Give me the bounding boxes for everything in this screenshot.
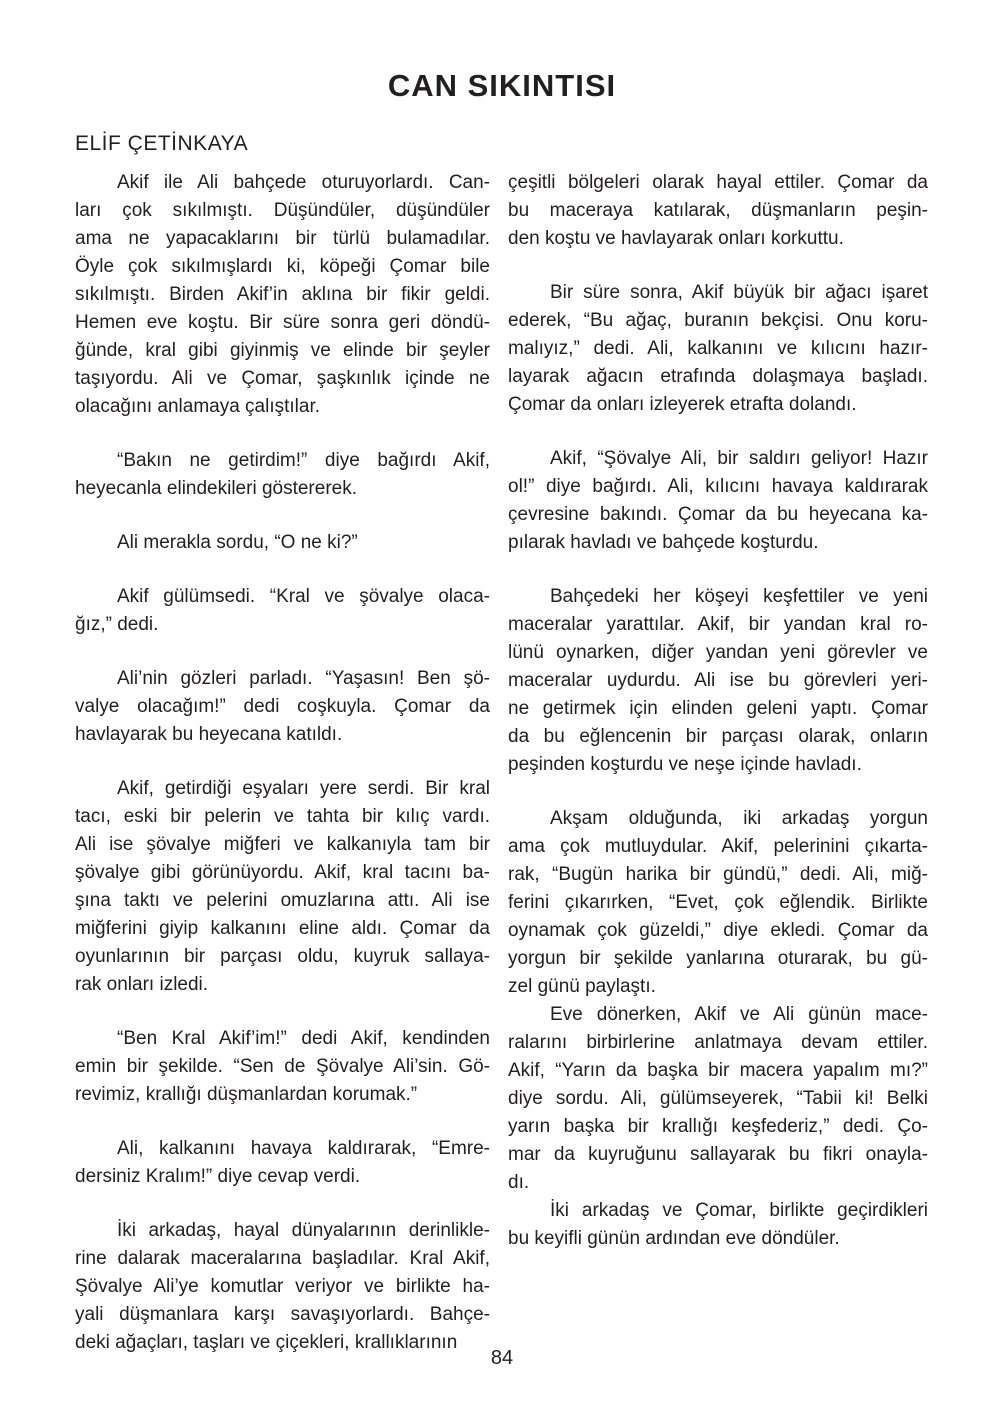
text-line: ferini çıkarırken, “Evet, çok eğlendik. Birlikte bbox=[508, 892, 928, 914]
text-line: çevresine bakındı. Çomar da bu heyecana ka- bbox=[508, 504, 928, 526]
text-line: den koştu ve havlayarak onları korkuttu. bbox=[508, 228, 844, 250]
text-line: maceralar yarattılar. Akif, bir yandan kral ro- bbox=[508, 614, 928, 636]
text-line: ol!” diye bağırdı. Ali, kılıcını havaya kaldırarak bbox=[508, 476, 928, 498]
text-line: revimiz, krallığı düşmanlardan korumak.” bbox=[75, 1084, 418, 1106]
text-line: Ali ise şövalye miğferi ve kalkanıyla tam bir bbox=[75, 834, 490, 856]
text-line: rak, “Bugün harika bir gündü,” dedi. Ali, miğ- bbox=[508, 864, 928, 886]
text-line: Bahçedeki her köşeyi keşfettiler ve yeni bbox=[550, 586, 928, 608]
text-line: Şövalye Ali’ye komutlar veriyor ve birlikte ha- bbox=[75, 1276, 490, 1298]
text-line: lünü oynarken, diğer yandan yeni görevler ve bbox=[508, 642, 928, 664]
text-line: peşinden koşturdu ve neşe içinde havladı. bbox=[508, 754, 862, 776]
paragraph bbox=[75, 529, 490, 557]
paragraph bbox=[508, 169, 928, 253]
text-line: ama ne yapacaklarını bir türlü bulamadılar. bbox=[75, 228, 490, 250]
text-line: İki arkadaş ve Çomar, birlikte geçirdikleri bbox=[550, 1200, 928, 1222]
paragraph bbox=[75, 665, 490, 749]
text-line: pılarak havladı ve bahçede koşturdu. bbox=[508, 532, 819, 554]
text-line: mar da kuyruğunu sallayarak bu fikri onayla- bbox=[508, 1144, 928, 1166]
text-line: oynamak çok güzeldi,” diye ekledi. Çomar da bbox=[508, 920, 928, 942]
text-line: Akif ile Ali bahçede oturuyorlardı. Can- bbox=[117, 172, 490, 194]
text-line: olacağını anlamaya çalıştılar. bbox=[75, 396, 321, 418]
paragraph bbox=[75, 169, 490, 421]
text-line: oyunlarının bir parçası oldu, kuyruk sallaya- bbox=[75, 946, 490, 968]
paragraph bbox=[75, 775, 490, 999]
text-line: bu keyifli günün ardından eve döndüler. bbox=[508, 1228, 840, 1250]
text-line: heyecanla elindekileri göstererek. bbox=[75, 478, 357, 500]
text-line: yarın başka bir krallığı keşfederiz,” dedi. Ço- bbox=[508, 1116, 928, 1138]
text-line: da bu eğlencenin bir parçası olarak, onların bbox=[508, 726, 928, 748]
text-line: diye sordu. Ali, gülümseyerek, “Tabii ki! Belki bbox=[508, 1088, 928, 1110]
paragraph bbox=[75, 583, 490, 639]
text-line: şına taktı ve pelerini omuzlarına attı. Ali ise bbox=[75, 890, 490, 912]
text-line: sıkılmıştı. Birden Akif’in aklına bir fikir geldi. bbox=[75, 284, 490, 306]
text-line: Akif, getirdiği eşyaları yere serdi. Bir kral bbox=[117, 778, 490, 800]
text-line: “Ben Kral Akif’im!” dedi Akif, kendinden bbox=[117, 1028, 490, 1050]
text-line: ğız,” dedi. bbox=[75, 614, 159, 636]
author-name: ELİF ÇETİNKAYA bbox=[75, 132, 249, 155]
text-line: Ali’nin gözleri parladı. “Yaşasın! Ben şö- bbox=[117, 668, 490, 690]
paragraph bbox=[75, 447, 490, 503]
paragraph bbox=[75, 1217, 490, 1357]
text-line: Akif, “Şövalye Ali, bir saldırı geliyor! Hazır bbox=[550, 448, 928, 470]
paragraph bbox=[508, 805, 928, 1001]
text-line: yorgun bir şekilde yanlarına oturarak, bu gü- bbox=[508, 948, 928, 970]
text-line: Öyle çok sıkılmışlardı ki, köpeği Çomar bile bbox=[75, 256, 490, 278]
text-line: ralarını birbirlerine anlatmaya devam ettiler. bbox=[508, 1032, 928, 1054]
text-line: Akif, “Yarın da başka bir macera yapalım mı?” bbox=[508, 1060, 928, 1082]
paragraph bbox=[508, 1001, 928, 1197]
text-line: emin bir şekilde. “Sen de Şövalye Ali’sin. Gö- bbox=[75, 1056, 490, 1078]
right-column bbox=[508, 169, 928, 1357]
paragraph bbox=[508, 279, 928, 419]
text-line: bu maceraya katılarak, düşmanların peşin- bbox=[508, 200, 928, 222]
paragraph bbox=[508, 445, 928, 557]
text-line: yali düşmanlara karşı savaşıyorlardı. Bahçe- bbox=[75, 1304, 490, 1326]
text-line: zel günü paylaştı. bbox=[508, 976, 656, 998]
text-line: valye olacağım!” dedi coşkuyla. Çomar da bbox=[75, 696, 490, 718]
text-line: ne getirmek için elinden geleni yaptı. Çomar bbox=[508, 698, 928, 720]
paragraph bbox=[508, 1197, 928, 1253]
paragraph bbox=[75, 1025, 490, 1109]
page-number: 84 bbox=[490, 1347, 514, 1369]
text-line: “Bakın ne getirdim!” diye bağırdı Akif, bbox=[117, 450, 490, 472]
text-line: Çomar da onları izleyerek etrafta dolandı. bbox=[508, 394, 857, 416]
text-line: ları çok sıkılmıştı. Düşündüler, düşündüler bbox=[75, 200, 490, 222]
text-line: İki arkadaş, hayal dünyalarının derinlikle- bbox=[117, 1220, 490, 1242]
text-line: şövalye gibi görünüyordu. Akif, kral tacını ba- bbox=[75, 862, 490, 884]
text-line: Ali merakla sordu, “O ne ki?” bbox=[117, 532, 358, 554]
page-title: CAN SIKINTISI bbox=[387, 68, 617, 103]
text-line: Akif gülümsedi. “Kral ve şövalye olaca- bbox=[117, 586, 490, 608]
left-column bbox=[75, 169, 490, 1357]
text-line: malıyız,” dedi. Ali, kalkanını ve kılıcını hazır- bbox=[508, 338, 928, 360]
text-line: Akşam olduğunda, iki arkadaş yorgun bbox=[550, 808, 928, 830]
text-line: ederek, “Bu ağaç, buranın bekçisi. Onu koru- bbox=[508, 310, 928, 332]
text-line: rine dalarak maceralarına başladılar. Kral Akif, bbox=[75, 1248, 490, 1270]
text-line: çeşitli bölgeleri olarak hayal ettiler. Çomar da bbox=[508, 172, 928, 194]
text-line: ama çok mutluydular. Akif, pelerinini çıkarta- bbox=[508, 836, 928, 858]
text-line: deki ağaçları, taşları ve çiçekleri, krallıklarının bbox=[75, 1332, 458, 1354]
text-columns bbox=[75, 169, 928, 1357]
text-line: havlayarak bu heyecana katıldı. bbox=[75, 724, 343, 746]
text-line: Eve dönerken, Akif ve Ali günün mace- bbox=[550, 1004, 928, 1026]
paragraph bbox=[75, 1135, 490, 1191]
text-line: layarak ağacın etrafında dolaşmaya başladı. bbox=[508, 366, 928, 388]
text-line: maceralar uydurdu. Ali ise bu görevleri yeri- bbox=[508, 670, 928, 692]
text-line: Ali, kalkanını havaya kaldırarak, “Emre- bbox=[117, 1138, 490, 1160]
text-line: miğferini giyip kalkanını eline aldı. Çomar da bbox=[75, 918, 490, 940]
text-line: taşıyordu. Ali ve Çomar, şaşkınlık içinde ne bbox=[75, 368, 490, 390]
text-line: Bir süre sonra, Akif büyük bir ağacı işaret bbox=[550, 282, 928, 304]
text-line: dı. bbox=[508, 1172, 530, 1194]
text-line: ğünde, kral gibi giyinmiş ve elinde bir şeyler bbox=[75, 340, 490, 362]
text-line: Hemen eve koştu. Bir süre sonra geri döndü- bbox=[75, 312, 490, 334]
text-line: rak onları izledi. bbox=[75, 974, 209, 996]
paragraph bbox=[508, 583, 928, 779]
text-line: tacı, eski bir pelerin ve tahta bir kılıç vardı. bbox=[75, 806, 490, 828]
text-line: dersiniz Kralım!” diye cevap verdi. bbox=[75, 1166, 361, 1188]
